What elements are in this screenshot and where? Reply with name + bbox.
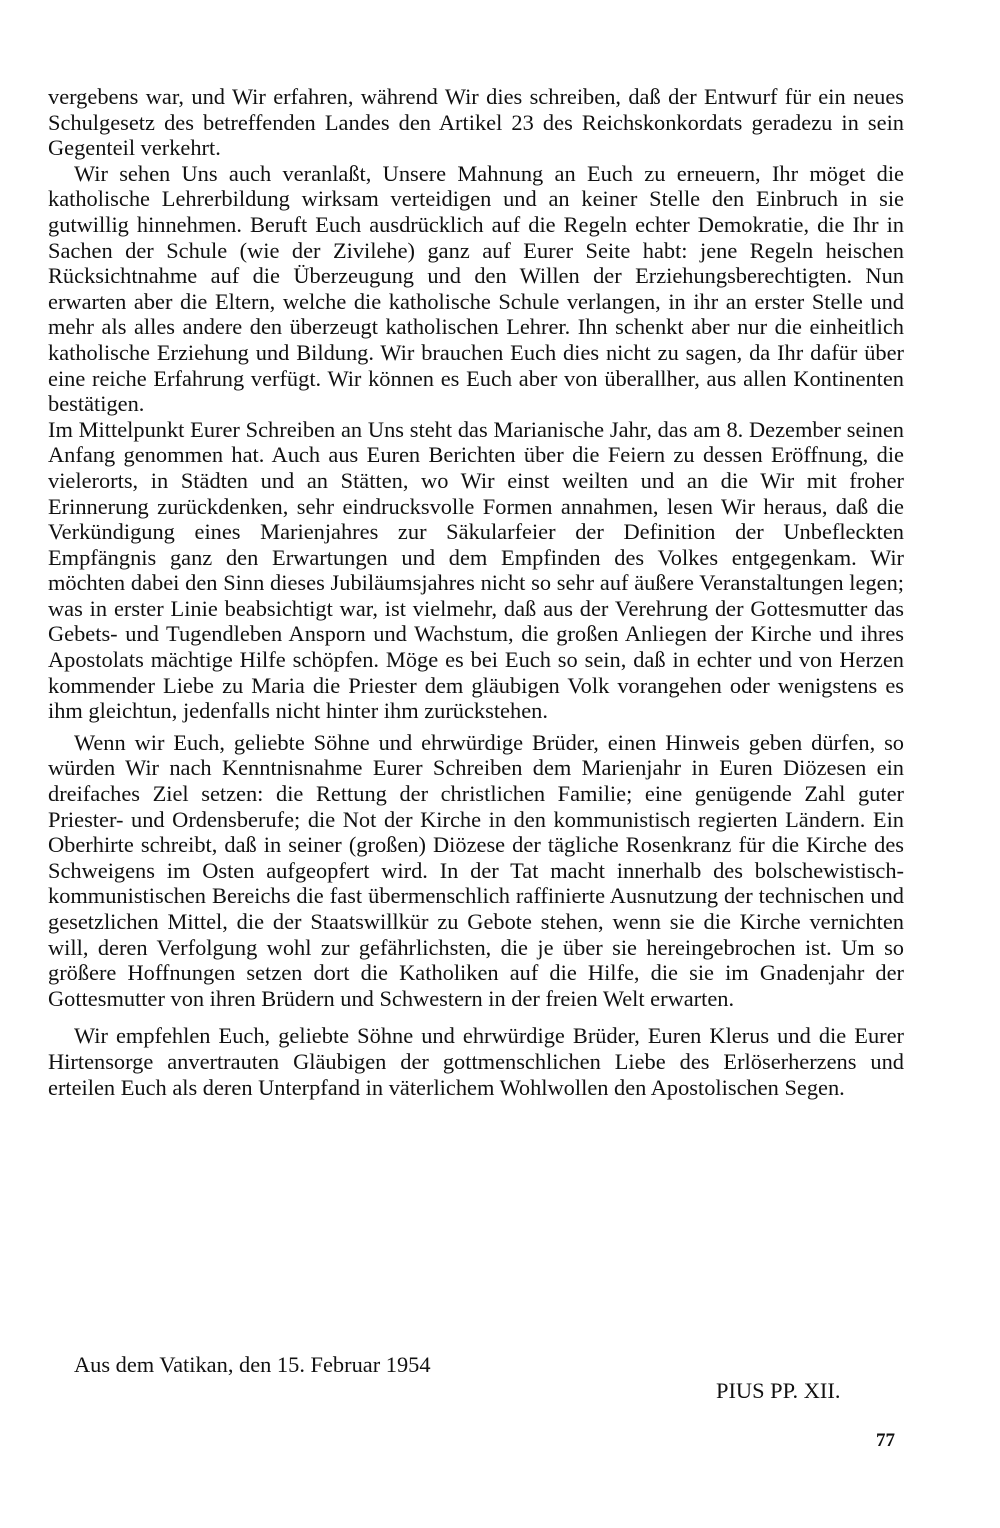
dateline: Aus dem Vatikan, den 15. Februar 1954 — [74, 1352, 431, 1377]
paragraph-continuation: vergebens war, und Wir erfahren, während Wir dies schreiben, daß der Entwurf für ein neues Schulgesetz des betreffenden Landes den Artikel 23 des Reichskonkordats geradezu in sein Gegenteil verkehrt. — [48, 84, 904, 161]
page-number: 77 — [876, 1430, 895, 1451]
paragraph-threefold-goal: Wenn wir Euch, geliebte Söhne und ehrwürdige Brüder, einen Hinweis geben dürfen, so würden Wir nach Kenntnisnahme Eurer Schreiben dem Marienjahr in Euren Diözesen ein dreifaches Ziel setzen: die Rettung der christlichen Familie; eine genügende Zahl guter Priester- und Ordensberufe; die Not der Kirche in den kommunistisch regierten Ländern. Ein Oberhirte schreibt, daß in seiner (großen) Diözese der tägliche Rosenkranz für die Kirche des Schweigens im Osten aufgeopfert wird. In der Tat macht innerhalb des bolschewistisch-kommunistischen Bereichs die fast übermenschlich raffinierte Ausnutzung der technischen und gesetzlichen Mittel, die der Staatswillkür zu Gebote stehen, wenn sie die Kirche vernichten will, deren Verfolgung wohl zur gefährlichsten, die je über sie hereingebrochen ist. Um so größere Hoffnungen setzen dort die Katholiken auf die Hilfe, die sie im Gnadenjahr der Gottesmutter von ihren Brüdern und Schwestern in der freien Welt erwarten. — [48, 729, 904, 1011]
paragraph-marian-year: Im Mittelpunkt Eurer Schreiben an Uns steht das Marianische Jahr, das am 8. Dezember seinen Anfang genommen hat. Auch aus Euren Berichten über die Feiern zu dessen Eröffnung, die vielerorts, in Städten und an Stätten, wo Wir einst weilten und an die Wir mit froher Erinnerung zurückdenken, sehr eindrucksvolle Formen annahmen, lesen Wir heraus, daß die Verkündigung eines Marienjahres zur Säkularfeier der Definition der Unbefleckten Empfängnis ganz den Erwartungen und dem Empfinden des Volkes entgegenkam. Wir möchten dabei den Sinn dieses Jubiläumsjahres nicht so sehr auf äußere Veranstaltungen legen; was in erster Linie beabsichtigt war, ist vielmehr, daß aus der Verehrung der Gottesmutter das Gebets- und Tugendleben Ansporn und Wachstum, die großen Anliegen der Kirche und ihres Apostolats mächtige Hilfe schöpfen. Möge es bei Euch so sein, daß in echter und von Herzen kommender Liebe zu Maria die Priester dem gläubigen Volk vorangehen oder wenigstens es ihm gleichtun, jedenfalls nicht hinter ihm zurückstehen. — [48, 416, 904, 724]
paragraph-blessing: Wir empfehlen Euch, geliebte Söhne und ehrwürdige Brüder, Euren Klerus und die Eurer Hirtensorge anvertrauten Gläubigen der gottmenschlichen Liebe des Erlöserherzens und erteilen Euch als deren Unterpfand in väterlichem Wohlwollen den Apostolischen Segen. — [48, 1023, 904, 1100]
document-body — [48, 84, 904, 1100]
paragraph-teacher-education: Wir sehen Uns auch veranlaßt, Unsere Mahnung an Euch zu erneuern, Ihr möget die katholische Lehrerbildung wirksam verteidigen und an keiner Stelle den Einbruch in sie gutwillig hinnehmen. Beruft Euch ausdrücklich auf die Regeln echter Demokratie, die Ihr in Sachen der Schule (wie der Zivilehe) ganz auf Eurer Seite habt: jene Regeln heischen Rücksichtnahme auf die Überzeugung und den Willen der Erziehungsberechtigten. Nun erwarten aber die Eltern, welche die katholische Schule verlangen, in ihr an erster Stelle und mehr als alles andere den überzeugt katholischen Lehrer. Ihn schenkt aber nur die einheitlich katholische Erziehung und Bildung. Wir brauchen Euch dies nicht zu sagen, da Ihr dafür über eine reiche Erfahrung verfügt. Wir können es Euch aber von überallher, aus allen Kontinenten bestätigen. — [48, 160, 904, 417]
signature: PIUS PP. XII. — [716, 1378, 841, 1403]
